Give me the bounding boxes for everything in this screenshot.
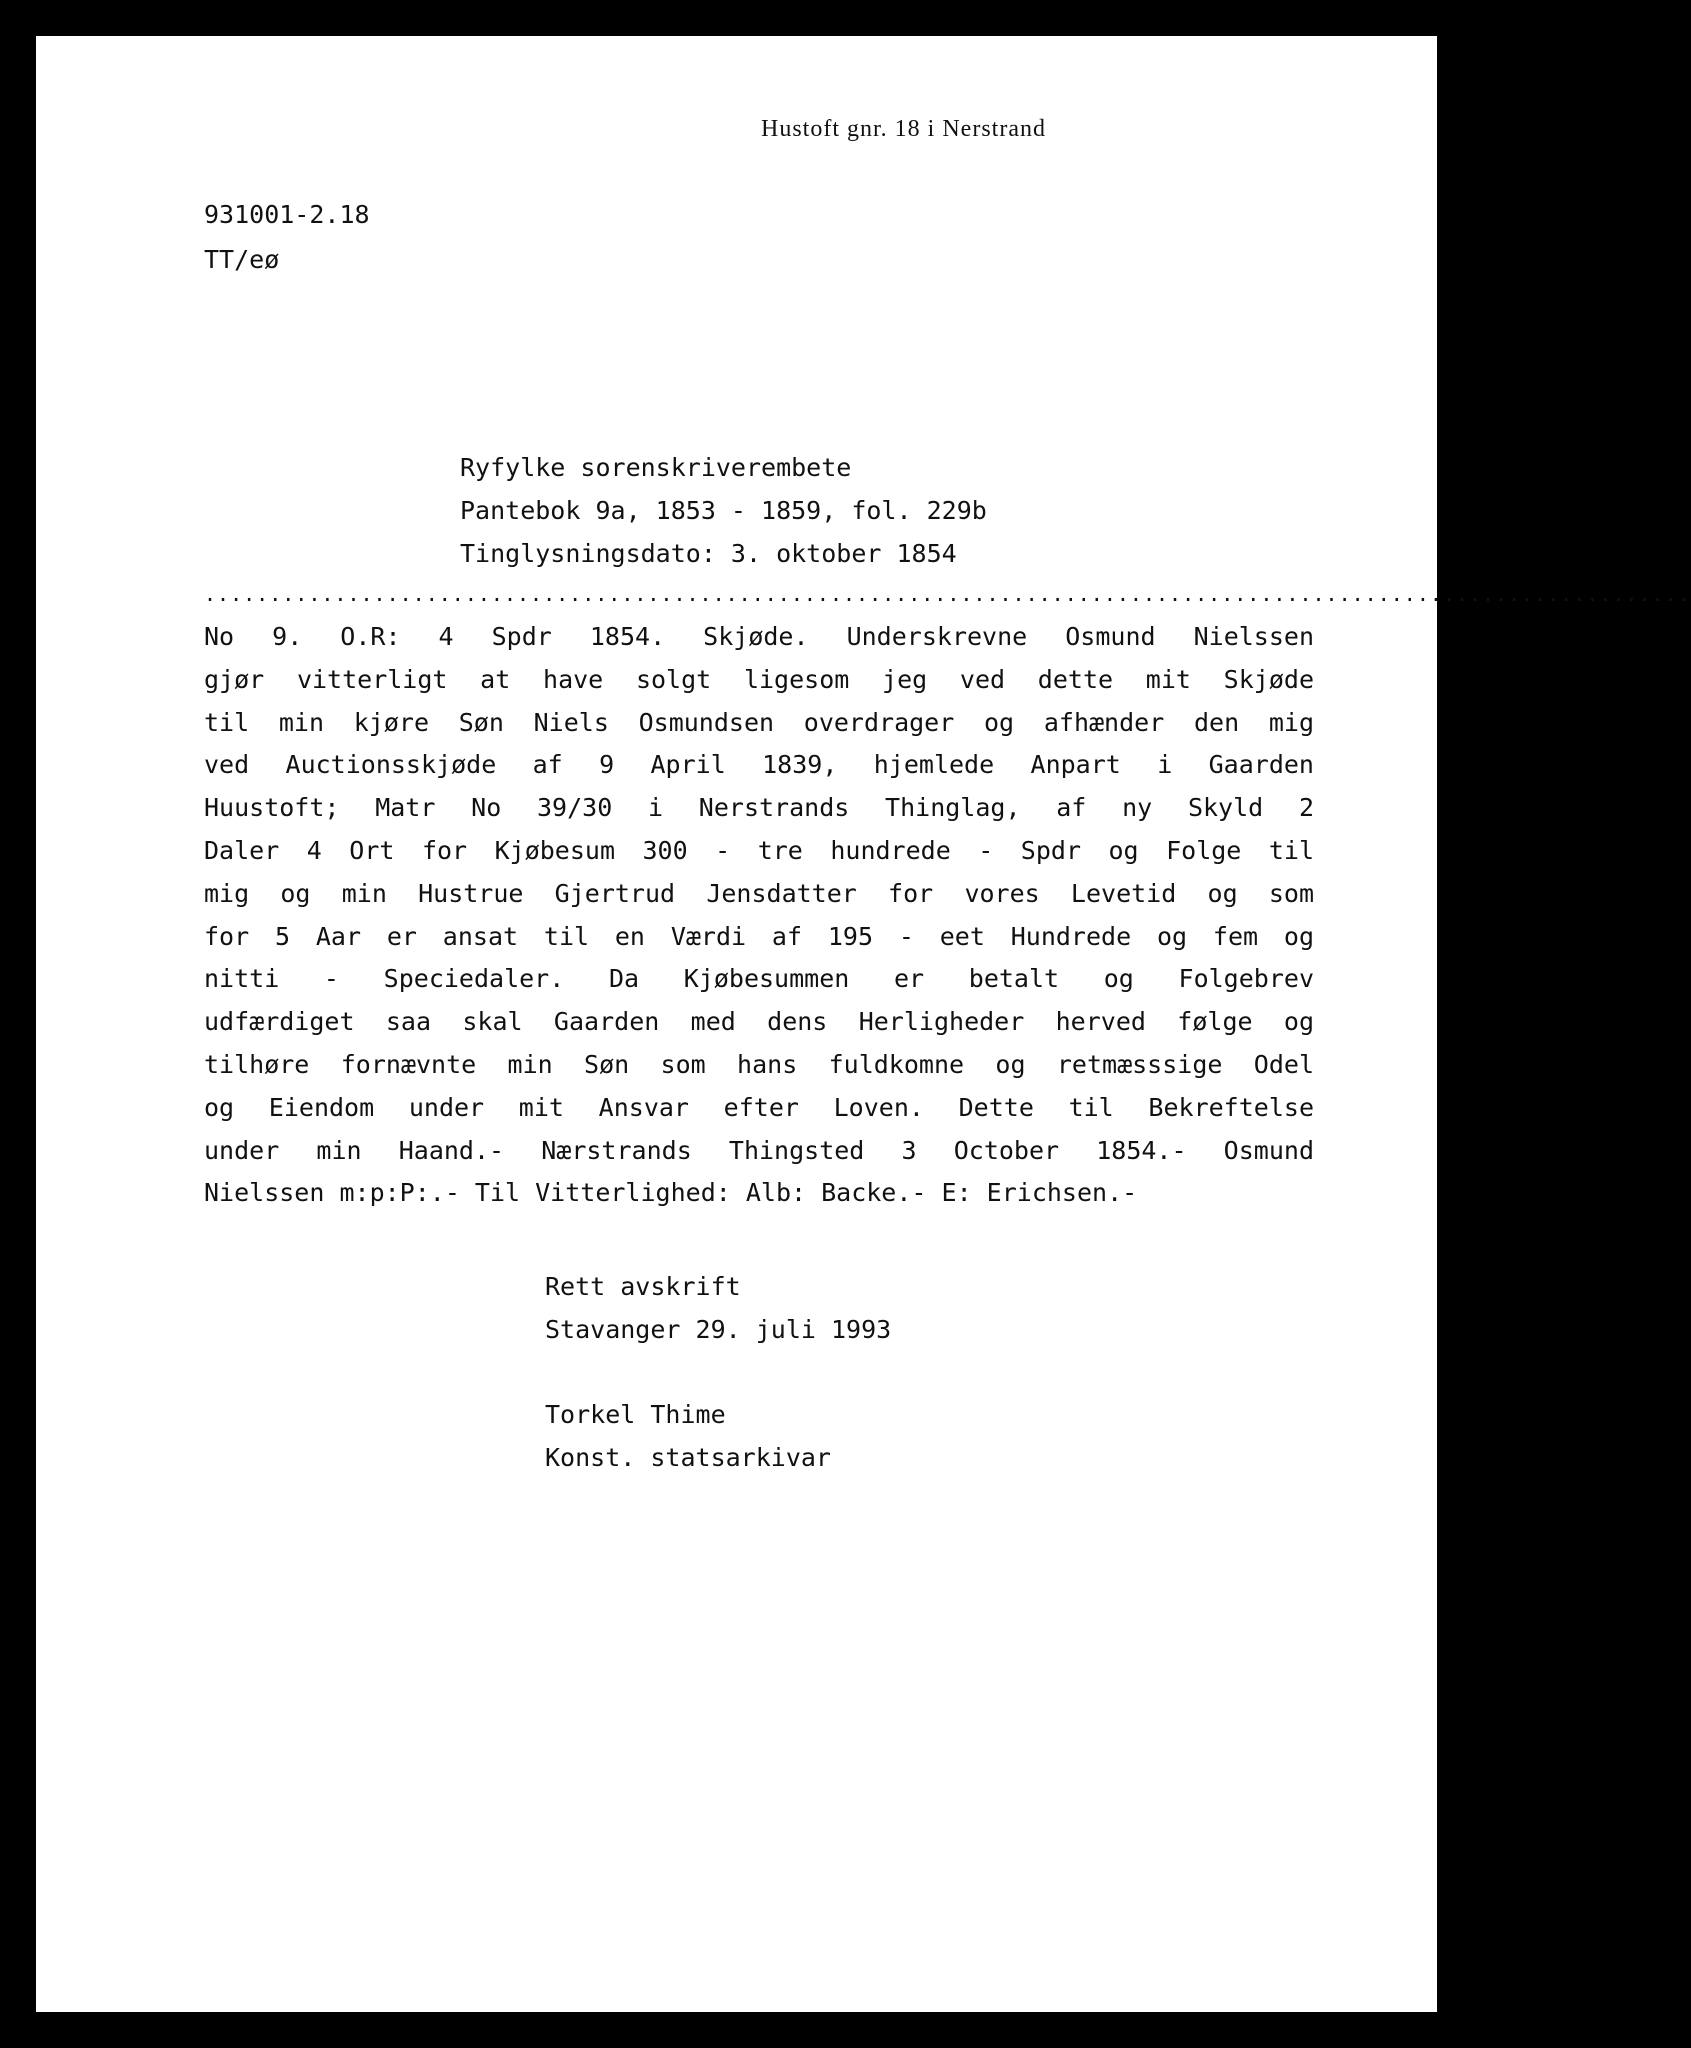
body-line: udfærdiget saa skal Gaarden med dens Herligheder herved følge og xyxy=(204,1007,1314,1037)
reference-number: 931001-2.18 xyxy=(204,200,370,229)
body-line: til min kjøre Søn Niels Osmundsen overdrager og afhænder den mig xyxy=(204,707,1314,737)
registration-date: Tinglysningsdato: 3. oktober 1854 xyxy=(460,539,957,568)
signatory-name: Torkel Thime xyxy=(545,1400,726,1429)
body-line: ved Auctionsskjøde af 9 April 1839, hjemlede Anpart i Gaarden xyxy=(204,750,1314,780)
certification-place-date: Stavanger 29. juli 1993 xyxy=(545,1315,892,1344)
body-line: mig og min Hustrue Gjertrud Jensdatter for vores Levetid og som xyxy=(204,878,1314,908)
dotted-separator: .................................................................................................................. xyxy=(204,582,1691,606)
body-line: gjør vitterligt at have solgt ligesom jeg ved dette mit Skjøde xyxy=(204,664,1314,694)
reference-initials: TT/eø xyxy=(204,245,280,274)
body-line: tilhøre fornævnte min Søn som hans fuldkomne og retmæsssige Odel xyxy=(204,1049,1314,1079)
body-line: nitti - Speciedaler. Da Kjøbesummen er betalt og Folgebrev xyxy=(204,964,1314,994)
source-office: Ryfylke sorenskriverembete xyxy=(460,453,852,482)
source-volume: Pantebok 9a, 1853 - 1859, fol. 229b xyxy=(460,496,987,525)
body-line: Huustoft; Matr No 39/30 i Nerstrands Thinglag, af ny Skyld 2 xyxy=(204,793,1314,823)
deed-transcription xyxy=(204,616,1314,1215)
body-line: for 5 Aar er ansat til en Værdi af 195 - eet Hundrede og fem og xyxy=(204,921,1314,951)
body-line: og Eiendom under mit Ansvar efter Loven. Dette til Bekreftelse xyxy=(204,1092,1314,1122)
body-line: No 9. O.R: 4 Spdr 1854. Skjøde. Underskrevne Osmund Nielssen xyxy=(204,622,1314,651)
signatory-title: Konst. statsarkivar xyxy=(545,1443,831,1472)
certification-text: Rett avskrift xyxy=(545,1272,741,1301)
property-heading: Hustoft gnr. 18 i Nerstrand xyxy=(761,116,1046,142)
document-page xyxy=(36,36,1691,2012)
body-line: Nielssen m:p:P:.- Til Vitterlighed: Alb: Backe.- E: Erichsen.- xyxy=(204,1178,1138,1208)
body-line: under min Haand.- Nærstrands Thingsted 3 October 1854.- Osmund xyxy=(204,1135,1314,1165)
body-line: Daler 4 Ort for Kjøbesum 300 - tre hundrede - Spdr og Folge til xyxy=(204,835,1314,865)
